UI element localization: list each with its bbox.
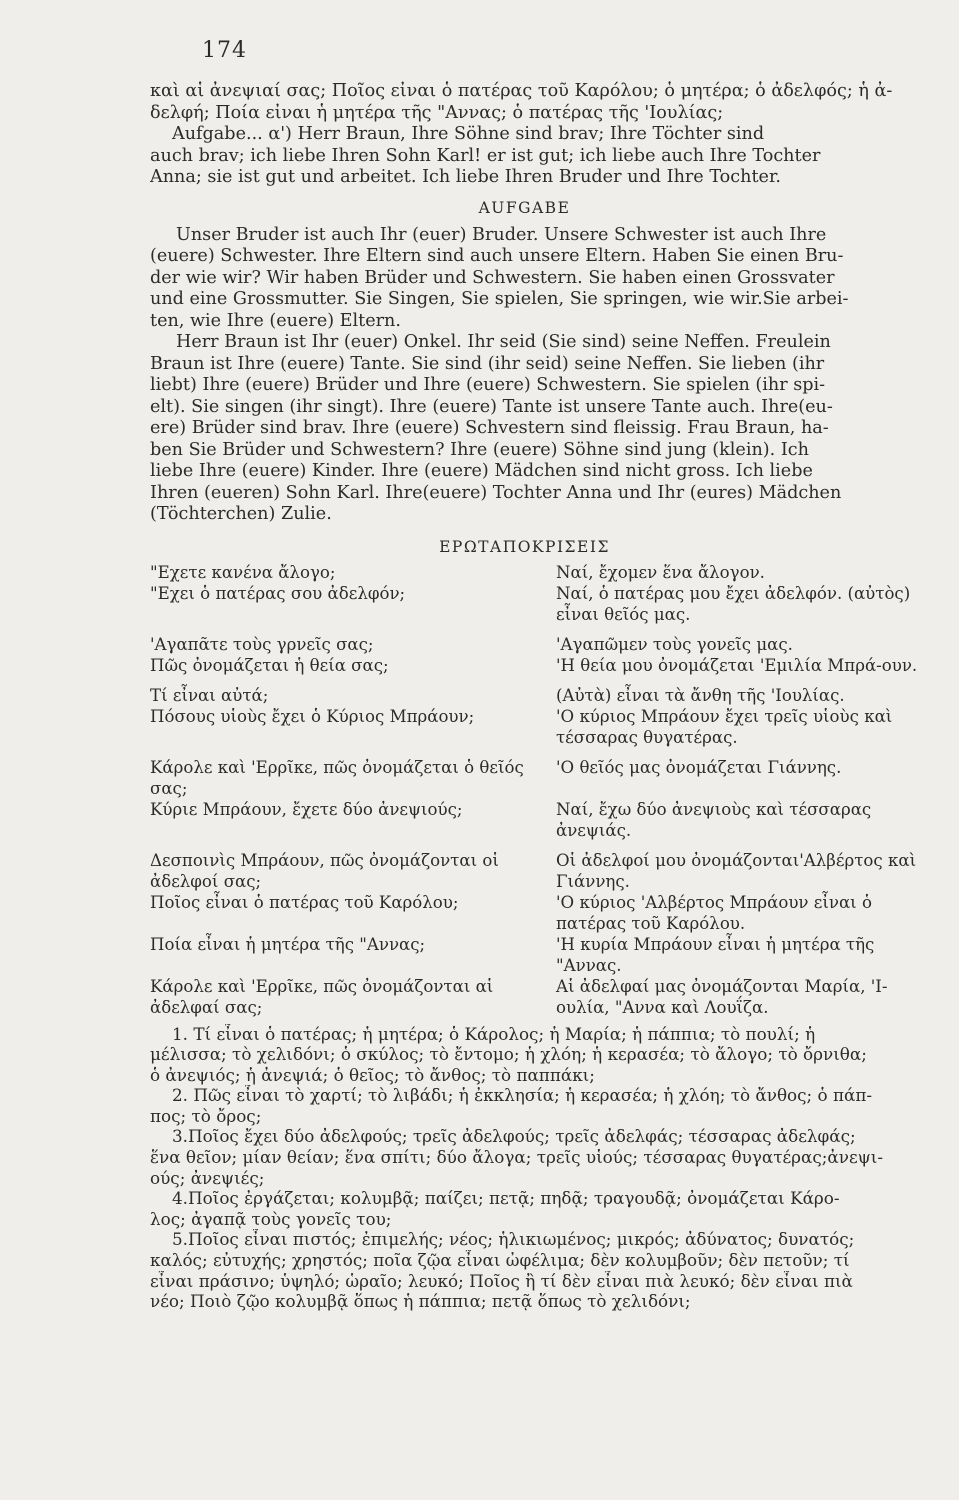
- text-line: ὁ ἀνεψιός; ἡ ἀνεψιά; ὁ θεῖος; τὸ ἄνθος; τὸ παππάκι;: [150, 1064, 595, 1085]
- text-line: (Töchterchen) Zulie.: [150, 504, 332, 524]
- qa-question: Κύριε Μπράουν, ἔχετε δύο ἀνεψιούς;: [150, 799, 463, 819]
- text-line: ἕνα θεῖον; μίαν θείαν; ἕνα σπίτι; δύο ἄλογα; τρεῖς υἱούς; τέσσαρας θυγατέρας;ἀνεψι-: [150, 1147, 884, 1168]
- text-line: der wie wir? Wir haben Brüder und Schwestern. Sie haben einen Grossvater: [150, 267, 835, 288]
- qa-spacer: [556, 748, 926, 757]
- text-line: elt). Sie singen (ihr singt). Ihre (euere) Tante ist unsere Tante auch. Ihre(eu-: [150, 396, 833, 417]
- text-line: καλός; εὐτυχής; χρηστός; ποῖα ζῷα εἶναι ὠφέλιμα; δὲν κολυμβοῦν; δὲν πετοῦν; τί: [150, 1250, 850, 1271]
- exercise-5: [150, 1229, 899, 1311]
- qa-answer: Ναί, ἔχομεν ἕνα ἄλογον.: [556, 562, 765, 582]
- text-line: νέο; Ποιὸ ζῷο κολυμβᾷ ὅπως ἡ πάππια; πετᾷ ὅπως τὸ χελιδόνι;: [150, 1291, 691, 1312]
- qa-question: "Εχετε κανένα ἄλογο;: [150, 562, 336, 582]
- text-line: λος; ἀγαπᾷ τοὺς γονεῖς του;: [150, 1208, 392, 1229]
- qa-answer: Οἱ ἀδελφοί μου ὀνομάζονται'Αλβέρτος καὶ Γιάννης.: [556, 850, 917, 891]
- qa-question: Κάρολε καὶ 'Ερρῖκε, πῶς ὀνομάζεται ὁ θεῖός σας;: [150, 757, 524, 798]
- qa-spacer: [556, 625, 926, 634]
- qa-answer: Ναί, ἔχω δύο ἀνεψιοὺς καὶ τέσσαρας ἀνεψιάς.: [556, 799, 872, 840]
- text-line: πος; τὸ ὄρος;: [150, 1105, 262, 1126]
- text-line: δελφή; Ποία εἶναι ἡ μητέρα τῆς "Αννας; ὁ πατέρας τῆς 'Ιουλίας;: [150, 102, 724, 123]
- text-line: auch brav; ich liebe Ihren Sohn Karl! er ist gut; ich liebe auch Ihre Tochter: [150, 145, 821, 166]
- text-line: 1. Τί εἶναι ὁ πατέρας; ἡ μητέρα; ὁ Κάρολος; ἡ Μαρία; ἡ πάππια; τὸ πουλί; ἡ: [172, 1023, 816, 1044]
- qa-question: Ποία εἶναι ἡ μητέρα τῆς "Αννας;: [150, 934, 426, 954]
- qa-question: Κάρολε καὶ 'Ερρῖκε, πῶς ὀνομάζονται αἱ ἀδελφαί σας;: [150, 976, 494, 1017]
- text-line: Herr Braun ist Ihr (euer) Onkel. Ihr seid (Sie sind) seine Neffen. Freulein: [176, 332, 831, 352]
- text-line: εἶναι πράσινο; ὑψηλό; ὡραῖο; λευκό; Ποῖος ἢ τί δὲν εἶναι πιὰ λευκό; δὲν εἶναι πιὰ: [150, 1270, 853, 1291]
- exercises: [150, 1024, 899, 1312]
- text-line: Unser Bruder ist auch Ihr (euer) Bruder. Unsere Schwester ist auch Ihre: [176, 224, 827, 245]
- qa-answer: Ναί, ὁ πατέρας μου ἔχει ἀδελφόν. (αὐτὸς) εἶναι θεῖός μας.: [556, 583, 911, 624]
- qa-spacer: [150, 748, 540, 757]
- qa-question: "Εχει ὁ πατέρας σου ἀδελφόν;: [150, 583, 406, 603]
- text-line: 5.Ποῖος εἶναι πιστός; ἐπιμελής; νέος; ἡλικιωμένος; μικρός; ἀδύνατος; δυνατός;: [172, 1229, 855, 1250]
- text-line: liebe Ihre (euere) Kinder. Ihre (euere) Mädchen sind nicht gross. Ich liebe: [150, 461, 813, 481]
- qa-answer: 'Ο θεῖός μας ὀνομάζεται Γιάννης.: [556, 757, 842, 777]
- text-line: καὶ αἱ ἀνεψιαί σας; Ποῖος εἶναι ὁ πατέρας τοῦ Καρόλου; ὁ μητέρα; ὁ ἀδελφός; ἡ ἀ-: [150, 81, 893, 101]
- qa-question: Τί εἶναι αὐτά;: [150, 685, 269, 705]
- aufgabe-heading: AUFGABE: [478, 198, 571, 217]
- qa-answer: 'Ο κύριος Μπράουν ἔχει τρεῖς υἱοὺς καὶ τέσσαρας θυγατέρας.: [556, 706, 893, 747]
- exercise-2: [150, 1085, 899, 1126]
- text-line: und eine Grossmutter. Sie Singen, Sie spielen, Sie springen, wie wir.Sie arbei-: [150, 289, 849, 309]
- qa-question: Δεσποινὶς Μπράουν, πῶς ὀνομάζονται οἱ ἀδελφοί σας;: [150, 850, 499, 891]
- qa-question: Πῶς ὀνομάζεται ἡ θεία σας;: [150, 655, 389, 675]
- exercise-1: [150, 1024, 899, 1086]
- qa-spacer: [556, 676, 926, 685]
- intro-paragraph: [150, 81, 899, 189]
- text-line: 2. Πῶς εἶναι τὸ χαρτί; τὸ λιβάδι; ἡ ἐκκλησία; ἡ κερασέα; ἡ χλόη; τὸ ἄνθος; ὁ πάπ-: [172, 1085, 873, 1106]
- qa-spacer: [150, 676, 540, 685]
- text-line: 3.Ποῖος ἔχει δύο ἀδελφούς; τρεῖς ἀδελφούς; τρεῖς ἀδελφάς; τέσσαρας ἀδελφάς;: [172, 1126, 856, 1147]
- text-line: Ihren (eueren) Sohn Karl. Ihre(euere) Tochter Anna und Ihr (eures) Mädchen: [150, 482, 842, 503]
- exercise-4: [150, 1188, 899, 1229]
- qa-answer: (Αὐτὰ) εἶναι τὰ ἄνθη τῆς 'Ιουλίας.: [556, 685, 845, 705]
- text-line: liebt) Ihre (euere) Brüder und Ihre (euere) Schwestern. Sie spielen (ihr spi-: [150, 375, 826, 395]
- text-line: 4.Ποῖος ἐργάζεται; κολυμβᾷ; παίζει; πετᾷ; πηδᾷ; τραγουδᾷ; ὀνομάζεται Κάρο-: [172, 1188, 840, 1209]
- qa-question: Πόσους υἱοὺς ἔχει ὁ Κύριος Μπράουν;: [150, 706, 475, 726]
- text-line: ten, wie Ihre (euere) Eltern.: [150, 310, 401, 331]
- exercise-3: [150, 1126, 899, 1188]
- qa-answer: 'Η θεία μου ὀνομάζεται 'Εμιλία Μπρά-ουν.: [556, 655, 918, 675]
- qa-answer: 'Η κυρία Μπράουν εἶναι ἡ μητέρα τῆς "Αννας.: [556, 934, 875, 975]
- qa-answer: Αἱ ἀδελφαί μας ὀνομάζονται Μαρία, 'Ι-ουλία, "Αννα καὶ Λουΐζα.: [556, 976, 888, 1017]
- qa-question: 'Αγαπᾶτε τοὺς γρνεῖς σας;: [150, 634, 374, 654]
- qa-spacer: [556, 841, 926, 850]
- qa-answer: 'Ο κύριος 'Αλβέρτος Μπράουν εἶναι ὁ πατέρας τοῦ Καρόλου.: [556, 892, 872, 933]
- text-line: Anna; sie ist gut und arbeitet. Ich liebe Ihren Bruder und Ihre Tochter.: [150, 167, 782, 187]
- qa-question: Ποῖος εἶναι ὁ πατέρας τοῦ Καρόλου;: [150, 892, 459, 912]
- text-line: ben Sie Brüder und Schwestern? Ihre (euere) Söhne sind jung (klein). Ich: [150, 439, 809, 460]
- text-line: ere) Brüder sind brav. Ihre (euere) Schvestern sind fleissig. Frau Braun, ha-: [150, 418, 829, 438]
- qa-spacer: [150, 625, 540, 634]
- qa-table: [150, 562, 918, 1018]
- aufgabe-paragraph-2: [150, 332, 899, 526]
- qa-heading: ΕΡΩΤΑΠΟΚΡΙΣΕΙΣ: [439, 537, 610, 556]
- text-line: ούς; ἀνεψιές;: [150, 1167, 265, 1188]
- text-line: Braun ist Ihre (euere) Tante. Sie sind (ihr seid) seine Neffen. Sie lieben (ihr: [150, 353, 825, 374]
- text-line: Aufgabe... α') Herr Braun, Ihre Söhne sind brav; Ihre Töchter sind: [172, 124, 765, 144]
- text-line: (euere) Schwester. Ihre Eltern sind auch unsere Eltern. Haben Sie einen Bru-: [150, 246, 844, 266]
- text-line: μέλισσα; τὸ χελιδόνι; ὁ σκύλος; τὸ ἔντομο; ἡ χλόη; ἡ κερασέα; τὸ ἄλογο; τὸ ὄρνιθα;: [150, 1044, 867, 1065]
- qa-spacer: [150, 841, 540, 850]
- qa-answer: 'Αγαπῶμεν τοὺς γονεῖς μας.: [556, 634, 793, 654]
- aufgabe-paragraph-1: [150, 225, 899, 333]
- page-number: 174: [202, 38, 247, 63]
